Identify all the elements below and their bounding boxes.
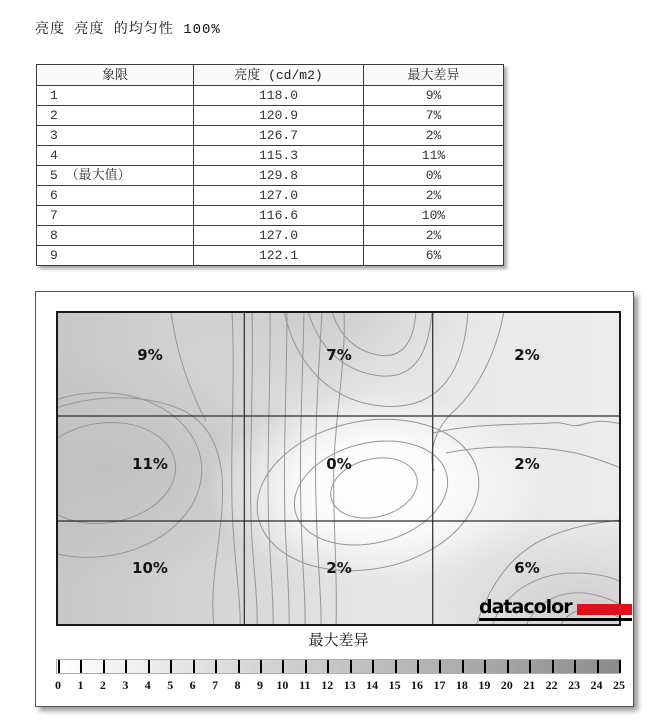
maxdiff-cell: 0%: [364, 166, 504, 186]
luminance-cell: 120.9: [194, 106, 364, 126]
datacolor-logo-text: datacolor: [479, 596, 572, 618]
scale-tick: [597, 660, 599, 673]
quadrant-cell: 5 （最大值）: [37, 166, 194, 186]
maxdiff-cell: 2%: [364, 226, 504, 246]
col-header-luminance: 亮度 (cd/m2): [194, 65, 364, 86]
scale-tick-label: 18: [455, 678, 468, 692]
scale-tick-label: 8: [234, 678, 241, 692]
scale-tick-label: 3: [122, 678, 129, 692]
scale-tick: [193, 660, 195, 673]
scale-tick: [350, 660, 352, 673]
cell-label-q5: 0%: [326, 455, 352, 473]
quadrant-cell: 6: [37, 186, 194, 206]
table-row: [37, 166, 504, 186]
quadrant-cell: 8: [37, 226, 194, 246]
scale-tick: [619, 660, 621, 673]
scale-tick: [170, 660, 172, 673]
scale-tick-label: 21: [523, 678, 536, 692]
scale-tick: [439, 660, 441, 673]
scale-tick-label: 7: [212, 678, 219, 692]
cell-label-q7: 10%: [132, 559, 168, 577]
luminance-cell: 115.3: [194, 146, 364, 166]
scale-tick-label: 20: [500, 678, 513, 692]
datacolor-logo: [479, 596, 632, 621]
quadrant-cell: 2: [37, 106, 194, 126]
table-row: [37, 206, 504, 226]
scale-tick: [552, 660, 554, 673]
scale-tick-label: 25: [613, 678, 625, 692]
col-header-quadrant: 象限: [37, 65, 194, 86]
table-row: [37, 226, 504, 246]
scale-tick: [103, 660, 105, 673]
scale-tick: [574, 660, 576, 673]
uniformity-table: [36, 64, 504, 266]
scale-tick-label: 22: [545, 678, 558, 692]
page-title: 亮度 亮度 的均匀性 100%: [35, 22, 221, 38]
scale-tick-label: 5: [167, 678, 174, 692]
scale-tick: [125, 660, 127, 673]
scale-tick-label: 0: [55, 678, 61, 692]
cell-label-q9: 6%: [514, 559, 540, 577]
scale-tick-label: 1: [77, 678, 84, 692]
scale-tick-label: 2: [99, 678, 106, 692]
quadrant-cell: 9: [37, 246, 194, 266]
table-row: [37, 126, 504, 146]
scale-tick: [260, 660, 262, 673]
scale-tick: [529, 660, 531, 673]
table-row: [37, 106, 504, 126]
luminance-cell: 127.0: [194, 226, 364, 246]
scale-tick: [484, 660, 486, 673]
scale-tick: [238, 660, 240, 673]
table-row: [37, 186, 504, 206]
scale-tick: [148, 660, 150, 673]
scale-tick-label: 11: [299, 678, 311, 692]
scale-tick-label: 13: [343, 678, 356, 692]
scale-tick-label: 16: [411, 678, 424, 692]
contour-map: [56, 311, 621, 626]
maxdiff-cell: 2%: [364, 126, 504, 146]
table-row: [37, 86, 504, 106]
scale-tick-label: 12: [321, 678, 334, 692]
maxdiff-cell: 9%: [364, 86, 504, 106]
cell-label-q3: 2%: [514, 346, 540, 364]
scale-tick-label: 10: [276, 678, 289, 692]
cell-label-q8: 2%: [326, 559, 352, 577]
scale-tick: [395, 660, 397, 673]
luminance-cell: 118.0: [194, 86, 364, 106]
uniformity-figure: [35, 291, 634, 707]
scale-tick: [58, 660, 60, 673]
scale-tick-label: 17: [433, 678, 446, 692]
luminance-cell: 122.1: [194, 246, 364, 266]
scale-title: 最大差异: [308, 631, 369, 649]
scale-tick-label: 6: [189, 678, 196, 692]
scale-tick: [462, 660, 464, 673]
luminance-cell: 127.0: [194, 186, 364, 206]
scale-tick: [215, 660, 217, 673]
table-row: [37, 246, 504, 266]
maxdiff-cell: 10%: [364, 206, 504, 226]
scale-tick-labels: [55, 678, 625, 692]
scale-tick-label: 4: [144, 678, 151, 692]
scale-tick: [372, 660, 374, 673]
maxdiff-cell: 6%: [364, 246, 504, 266]
cell-label-q2: 7%: [326, 346, 352, 364]
quadrant-cell: 7: [37, 206, 194, 226]
maxdiff-cell: 11%: [364, 146, 504, 166]
scale-tick: [417, 660, 419, 673]
scale-tick-label: 14: [366, 678, 379, 692]
cell-label-q6: 2%: [514, 455, 540, 473]
luminance-cell: 116.6: [194, 206, 364, 226]
scale-tick-label: 24: [590, 678, 603, 692]
scale-tick-label: 23: [568, 678, 581, 692]
maxdiff-cell: 2%: [364, 186, 504, 206]
scale-tick: [327, 660, 329, 673]
scale-tick: [80, 660, 82, 673]
scale-tick: [282, 660, 284, 673]
scale-tick-label: 19: [478, 678, 491, 692]
table-row: [37, 146, 504, 166]
quadrant-cell: 3: [37, 126, 194, 146]
scale-gradient-bar: [56, 659, 621, 674]
luminance-cell: 129.8: [194, 166, 364, 186]
cell-label-q1: 9%: [137, 346, 163, 364]
quadrant-cell: 4: [37, 146, 194, 166]
datacolor-logo-red-bar: [577, 604, 632, 615]
scale-tick: [305, 660, 307, 673]
scale-tick: [507, 660, 509, 673]
luminance-cell: 126.7: [194, 126, 364, 146]
quadrant-cell: 1: [37, 86, 194, 106]
scale-tick-label: 9: [256, 678, 263, 692]
table-header-row: [37, 65, 504, 86]
scale-tick-label: 15: [388, 678, 401, 692]
maxdiff-cell: 7%: [364, 106, 504, 126]
col-header-maxdiff: 最大差异: [364, 65, 504, 86]
cell-label-q4: 11%: [132, 455, 168, 473]
